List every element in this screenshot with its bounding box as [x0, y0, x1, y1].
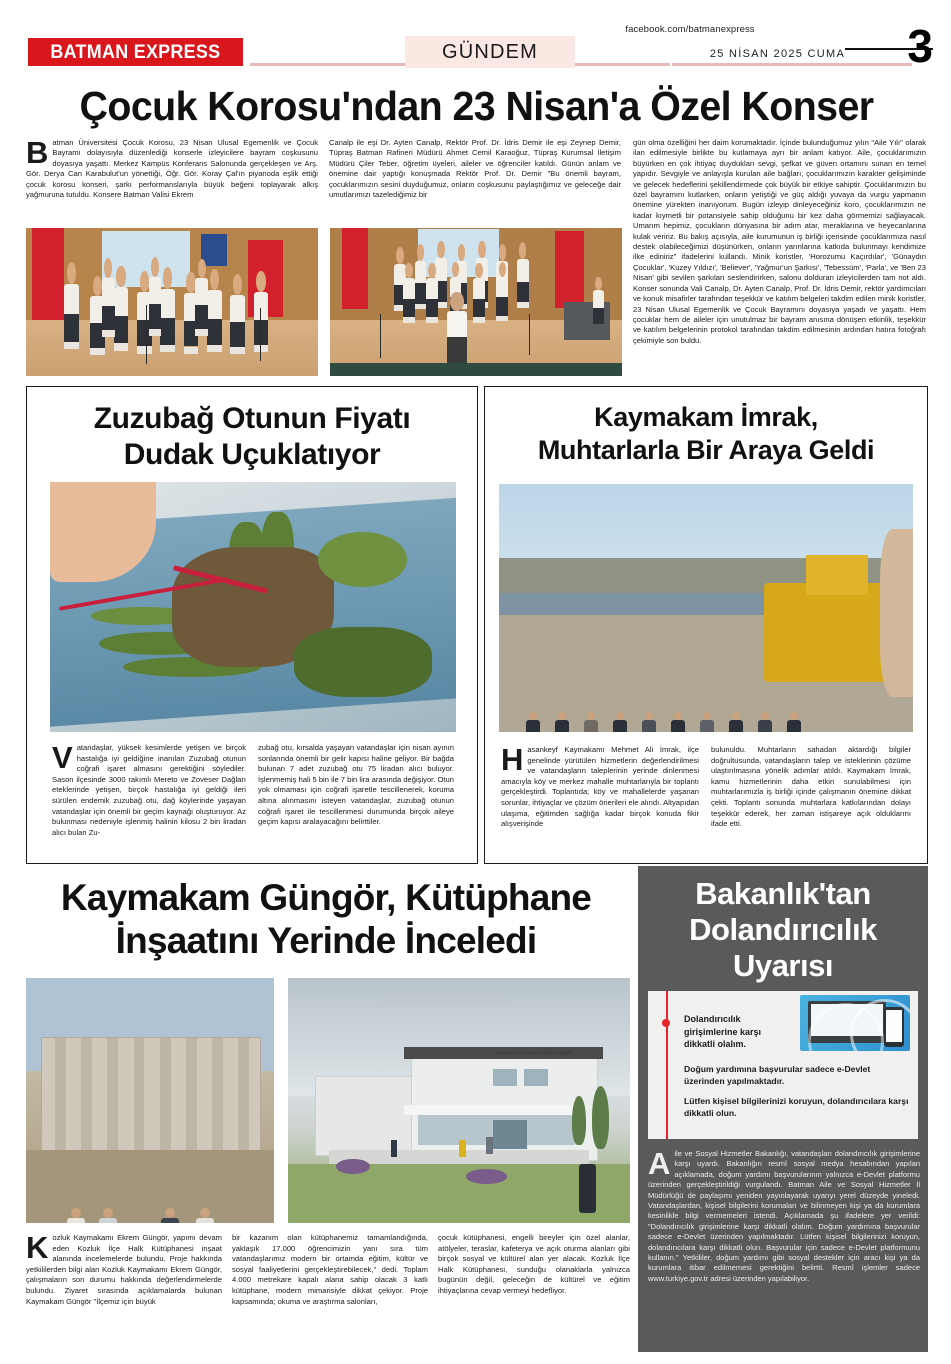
infographic-bullet-dot [662, 1019, 670, 1027]
zuzubag-photo [50, 482, 456, 732]
fraud-info-text-2: Doğum yardımına başvurular sadece e-Devlet üzerinden yapılmaktadır. [684, 1064, 871, 1086]
zuzubag-column-1-text: atandaşlar, yüksek kesimlerde yetişen ve birçok hastalığa iyi geldiğine inanılan Zuzubağ otunun coğrafi işaret almasını gerektiğini söylediler. Sason ilçesinde 3000 rakımlı Mereto ve Zoveser Dağları eteklerinde yetişen, birçok hastalığa iyi geldiği ileri sürülen endemik zuzubağ otu, dağ köylerinde yaşayan vatandaşlar için önemli bir geçim kaynağı oluşturuyor. Az bulunması nedeniyle işlenmiş halinin kilosu 2 bin liradan alıcı bulan Zu- [52, 743, 246, 837]
device-illustration [800, 995, 910, 1051]
muhtar-column-1 [501, 742, 699, 830]
muhtar-column-1-text: asankeyf Kaymakamı Mehmet Ali İmrak, ilçe genelinde yürütülen hizmetlerin değerlendirilmesi ve vatandaşların taleplerinin yerinde dinlenmesi amacıyla köy ve merkez mahalle muhtarlarıyla bir toplantı gerçekleştirdi. Toplantıda; köy ve mahallelerde yaşanan sorunlar, ihtiyaçlar ve çözüm önerileri ele alındı. Altyapıdan ulaşıma, eğitimden sağlığa kadar birçok konuda fikir alışverişinde [501, 745, 699, 829]
library-headline-line2: İnşaatını Yerinde İnceledi [115, 920, 537, 961]
zuzubag-dropcap: V [52, 740, 73, 775]
page-number: 3 [907, 20, 933, 72]
lead-dropcap: B [26, 135, 49, 170]
library-headline-line1: Kaymakam Güngör, Kütüphane [60, 877, 592, 918]
fraud-headline [648, 876, 918, 984]
masthead-rule-right [672, 63, 912, 66]
fraud-infographic [648, 991, 918, 1139]
fraud-dropcap: A [648, 1146, 671, 1181]
zuzubag-headline-line1: Zuzubağ Otunun Fiyatı [93, 402, 411, 435]
lead-column-1-text: atman Üniversitesi Çocuk Korosu, 23 Nisan Ulusal Egemenlik ve Çocuk Bayramı dolayısıyla düzenlediği konserle izleyicilere bayram coşkusunu doyasıya yaşattı. Merkez Kampüs Konferans Salonunda gerçekleşen ve Arş. Gör. Derya Can Karabulut'un yönettiği, Öğr. Gör. Koray Çal'ın piyanoda eşlik ettiği çocuk korosu konseri, şarkı performanslarıyla büyük beğeni toplayarak alkış yağmuruna tutuldu. Konsere Batman Valisi Ekrem [26, 138, 318, 200]
fraud-info-text-3: Lütfen kişisel bilgilerinizi koruyun, dolandırıcılara karşı dikkatli olun. [684, 1096, 909, 1118]
fraud-headline-line3: Uyarısı [733, 948, 833, 983]
library-headline [24, 876, 628, 962]
muhtar-headline [493, 401, 919, 467]
lead-column-2: Canalp ile eşi Dr. Ayten Canalp, Rektör Prof. Dr. İdris Demir ile eşi Zeynep Demir, Tüpraş Batman Rafineri Müdürü Ahmet Cemil Karaoğuz, Tüpraş Kurumsal İletişim Müdürü Çiler Teber, öğretim üyeleri, aileler ve öğrenciler katıldı. Günün anlam ve önemine dair yaptığı konuşmada Rektör Prof. Dr. Demir "Bu önemli bayram, çocuklarımızın sesini duyduğumuz, onların coşkusunu paylaştığımız ve geleceğe dair umutlarımızı tazelediğimiz bir [329, 138, 621, 200]
fraud-headline-line1: Bakanlık'tan [695, 876, 871, 911]
muhtar-headline-line1: Kaymakam İmrak, [594, 402, 818, 432]
muhtar-dropcap: H [501, 742, 524, 777]
section-label: GÜNDEM [405, 36, 575, 68]
story-box-zuzubag [26, 386, 478, 864]
fraud-info-text-1: Dolandırıcılık girişimlerine karşı dikkatli olalım. [684, 1014, 762, 1049]
library-photo-render [288, 978, 630, 1223]
zuzubag-headline-line2: Dudak Uçuklatıyor [123, 438, 381, 471]
lead-photo-2 [330, 228, 622, 376]
library-column-1-text: ozluk Kaymakamı Ekrem Güngör, yapımı devam eden Kozluk İlçe Halk Kütüphanesi inşaat alanında incelemelerde bulundu. Proje hakkında yetkililerden bilgi alan Kozluk Kaymakamı Ekrem Güngör, çalışmaların son durumu hakkında değerlendirmelerde bulundu. Ziyaret sırasında açıklamalarda bulunan Kaymakam Güngör "İlçemiz için büyük [26, 1233, 222, 1306]
muhtar-headline-line2: Muhtarlarla Bir Araya Geldi [537, 435, 875, 465]
lead-column-3: gün olma özelliğini her daim korumaktadır. İçinde bulunduğumuz yılın "Aile Yılı" olarak ilan edilmesiyle birlikte bu kutlamaya ayrı bir anlam katıyor. Aile, çocuklarımızın büyürken en çok ihtiyaç duydukları sevgi, şefkat ve güven ortamını sunan en temel yapıdır. Sevgiyle ve anlayışla kurulan aile bağları, çocuklarımızın karakter gelişiminde ve gelecek hedeflerini şekillendirmede çok büyük bir etkiye sahiptir. Çocuklarımızın bu özel bayramını kutlarken, onların yetiştiği ve güç aldığı yuvaya da vurgu yapmanın önemine yürekten inanıyorum. Bugün izleyip dinleyeceğiniz koro, çocuklarımızın ne kadar kıymetli bir potansiyele sahip olduğunu bir kez daha görmemizi sağlayacak. Umarım hepimiz, çocukların dünyasına bir adım atar, meraklarına ve heyecanlarına kulak veririz. Bu bakış açısıyla, aile kurumunun iş birliği içerisinde çocuklarımıza nasıl destek olabileceğimizi düşünürken, onların yarınlarına katkıda bulunmayı kendimize ilke ediniriz" ifadelerini kullandı. Minik koristler, 'Horozumu Kaçırdılar', 'Günaydın Çocuklar', 'Kuzey Yıldızı', 'Believer', 'Yağmur'un Şarkısı', 'Tebessüm', 'Parla', ve 'Ben 23 Nisan' gibi sevilen şarkıları seslendirirken, salonu dolduran izleyicilerden tam not aldı. Konser sonunda Vali Canalp, Dr. Ayten Canalp, Prof. Dr. İdris Demir, rektör yardımcıları ve konuk misafirler tarafından teşekkür ve katılım belgeleri takdim edilen minik koristler, 23 Nisan Ulusal Egemenlik ve Çocuk Bayramını doyasıya yaşadı ve yaşattı. Hem çocuklar hem de aileler için unutulmaz bir bayram anısına dönüşen etkinlik, teşekkür ve katılım belgelerinin protokol tarafından takdim edilmesinin ardından hatıra fotoğrafı çekimiyle son buldu. [633, 138, 926, 345]
dateline: 25 NİSAN 2025 CUMA [709, 48, 846, 60]
story-box-muhtar [484, 386, 928, 864]
lead-headline-text: Çocuk Korosu'ndan 23 Nisan'a Özel Konser [79, 83, 874, 129]
library-column-1 [26, 1230, 222, 1307]
library-photo-construction [26, 978, 274, 1223]
muhtar-photo [499, 484, 913, 732]
lead-column-1 [26, 135, 318, 200]
muhtar-column-2: bulunuldu. Muhtarların sahadan aktardığı bilgiler doğrultusunda, vatandaşların talep ve isteklerinin çözüme ulaştırılmasına yönelik adımlar atıldı. Kaymakam İmrak, kamu hizmetlerinin daha etkin sunulabilmesi için muhtarlarımızla iş birliği içinde çalışmanın önemine dikkat çekti. Toplantı sonunda muhtarlara katkılarından dolayı teşekkür ederek, her zaman istişareye açık olduklarını ifade etti. [711, 745, 911, 829]
library-column-2: bir kazanım olan kütüphanemiz tamamlandığında, yaklaşık 17.000 öğrencimizin yanı sıra tüm vatandaşlarımız modern bir ortamda eğitim, kültür ve sosyal faaliyetlerini gerçekleştirebilecek," dedi. Toplam 4.000 metrekare kapalı alana sahip olacak 3 katlı kütüphane, modern mimarisiyle dikkat çekiyor. Proje kapsamında; okuma ve araştırma salonları, [232, 1233, 428, 1306]
zuzubag-column-1 [52, 740, 246, 838]
facebook-handle: facebook.com/batmanexpress [625, 24, 755, 35]
zuzubag-column-2: zubağ otu, kırsalda yaşayan vatandaşlar için nisan ayının sonlarında önemli bir gelir kapısı haline geliyor. Bir bağda bulunan 7 adet zuzubağ otu 75 liradan alıcı buluyor. İşlenmemiş hali 5 bin ile 7 bin lira arasında değişiyor. Otun yok olmaması için coğrafi işaretle tescillenerek, koruma altına alınmasını isteyen vatandaşlar, zuzubağ otunun coğrafi işaret ile tescillenmesi durumunda birçok aileye geçim kapısı aralayacağını belirttiler. [258, 743, 454, 827]
lead-headline [24, 83, 929, 129]
zuzubag-headline [39, 401, 465, 473]
library-column-3: çocuk kütüphanesi, engelli bireyler için özel alanlar, atölyeler, teraslar, kafeterya ve açık oturma alanları gibi birçok sosyal ve kültürel alan yer alacak. Kozluk İlçe Halk Kütüphanesi, sunduğu olanaklarla yalnızca bugünün değil, geleceğin de kültürel ve eğitim ihtiyaçlarına cevap vermeyi hedefliyor. [438, 1233, 630, 1295]
lead-photo-1 [26, 228, 318, 376]
render-building-sign: KOZLUK İLÇE HALK KÜTÜPHANESİ [496, 1050, 572, 1056]
fraud-headline-line2: Dolandırıcılık [689, 912, 877, 947]
masthead [0, 0, 951, 78]
library-dropcap: K [26, 1230, 49, 1265]
logo-text: BATMAN EXPRESS [50, 40, 221, 63]
newspaper-logo [28, 38, 243, 66]
feature-fraud-warning [638, 866, 928, 1352]
infographic-accent-line [666, 991, 668, 1139]
fraud-body [648, 1146, 920, 1284]
fraud-body-text: ile ve Sosyal Hizmetler Bakanlığı, vatandaşları dolandırıcılık girişimlerine karşı uyardı. Bakanlığın resmî sosyal medya hesabından yapılan açıklamada, doğum yardımı başvurularının yalnızca e-Devlet platformu üzerinden gerçekleştirildiği vurgulandı. Batman Aile ve Sosyal Hizmetler İl Müdürlüğü de paylaşımı yeniden yayınlayarak uyarıyı yerel düzeyde yineledi. Vatandaşlardan, kişisel bilgilerini korumaları ve bilinmeyen kişi ya da kurumlara kesinlikle bilgi vermemeleri istendi. Açıklamada şu ifadelere yer verildi: "Dolandırıcılık girişimlerine karşı dikkatli olalım. Doğum yardımına başvurular sadece e-Devlet üzerinden yapılmaktadır. Lütfen kişisel bilgilerinizi koruyun, dolandırıcılara karşı dikkatli olun. Başvurular için sadece e-Devlet platformunu kullanın." Yetkililer, doğum yardımı gibi sosyal destekler için aracı kişi ya da kurumlara itibar edilmemesi gerektiğini belirtti. Resmî işlemler sadece www.turkiye.gov.tr adresi üzerinden yapılabiliyor. [648, 1149, 920, 1283]
